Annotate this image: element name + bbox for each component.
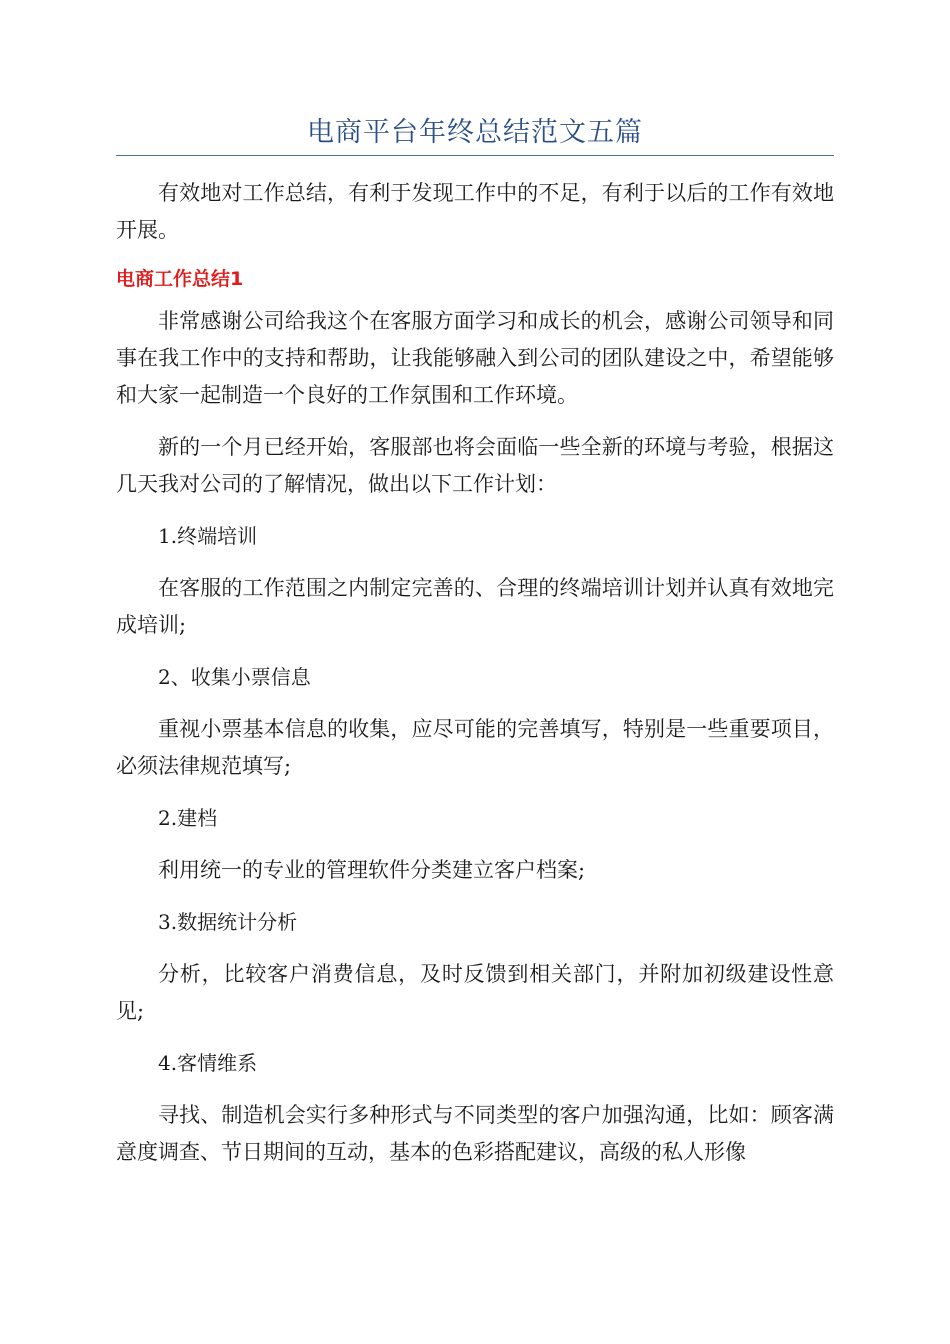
document-body: [116, 175, 834, 1186]
item-text: 在客服的工作范围之内制定完善的、合理的终端培训计划并认真有效地完成培训;: [116, 576, 834, 637]
item-label: 2、收集小票信息: [158, 665, 311, 689]
item-text: 利用统一的专业的管理软件分类建立客户档案;: [158, 858, 586, 882]
item-label: 4.客情维系: [158, 1051, 258, 1075]
item-text: 重视小票基本信息的收集，应尽可能的完善填写，特别是一些重要项目，必须法律规范填写;: [116, 717, 834, 778]
paragraph: 非常感谢公司给我这个在客服方面学习和成长的机会，感谢公司领导和同事在我工作中的支持和帮助，让我能够融入到公司的团队建设之中，希望能够和大家一起制造一个良好的工作氛围和工作环境。: [116, 309, 834, 407]
section-heading: 电商工作总结1: [116, 268, 244, 290]
item-text: 分析，比较客户消费信息，及时反馈到相关部门，并附加初级建设性意见;: [116, 962, 834, 1023]
title-underline: [116, 155, 834, 156]
item-label: 2.建档: [158, 806, 218, 830]
item-label: 1.终端培训: [158, 524, 258, 548]
item-text: 寻找、制造机会实行多种形式与不同类型的客户加强沟通，比如：顾客满意度调查、节日期间的互动，基本的色彩搭配建议，高级的私人形像: [116, 1103, 834, 1164]
intro-paragraph: 有效地对工作总结，有利于发现工作中的不足，有利于以后的工作有效地开展。: [116, 181, 834, 242]
document-title: 电商平台年终总结范文五篇: [307, 117, 643, 148]
item-label: 3.数据统计分析: [158, 910, 298, 934]
paragraph: 新的一个月已经开始，客服部也将会面临一些全新的环境与考验，根据这几天我对公司的了解情况，做出以下工作计划：: [116, 435, 834, 496]
